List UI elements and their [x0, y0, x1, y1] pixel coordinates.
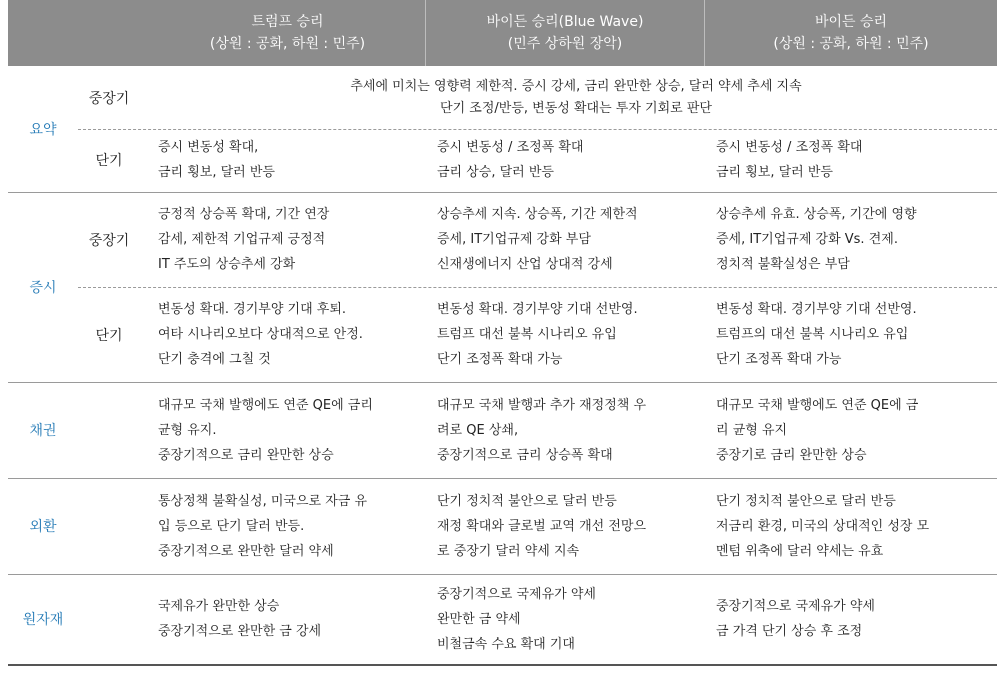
header-trump [150, 0, 425, 66]
text-line: 대규모 국채 발행과 추가 재정정책 우 [437, 397, 647, 413]
text-line: 중장기적으로 국제유가 약세 [716, 599, 875, 614]
text-line: 단기 조정/반등, 변동성 확대는 투자 기회로 판단 [440, 101, 712, 116]
header-blue-wave-sub: (민주 상하원 장악) [507, 36, 623, 52]
text-line: IT 주도의 상승추세 강화 [158, 257, 296, 272]
section-label-stocks: 증시 [29, 280, 57, 296]
commodities-blue-wave [437, 575, 699, 663]
text-line: 상승추세 지속. 상승폭, 기간 제한적 [437, 207, 638, 222]
header-blue-wave-title: 바이든 승리(Blue Wave) [486, 14, 644, 30]
text-line: 려로 QE 상쇄, [437, 422, 519, 438]
commodities-trump [158, 575, 420, 663]
text-line: 단기 정치적 불안으로 달러 반등 [437, 493, 617, 509]
text-line: 중장기로 금리 완만한 상승 [716, 447, 867, 463]
text-line: 단기 정치적 불안으로 달러 반등 [716, 493, 896, 509]
stocks-mid-blue-wave [437, 193, 699, 286]
sub-label-short-term: 단기 [95, 327, 123, 344]
sub-label-mid-term: 중장기 [88, 232, 130, 249]
bonds-blue-wave [437, 383, 699, 477]
text-line: 균형 유지. [158, 422, 217, 438]
text-line: 금리 상승, 달러 반등 [437, 165, 554, 180]
text-line: 증시 변동성 / 조정폭 확대 [716, 140, 863, 155]
text-line: 입 등으로 단기 달러 반등. [158, 518, 305, 534]
text-line: 저금리 환경, 미국의 상대적인 성장 모 [716, 518, 930, 534]
text-line: 변동성 확대. 경기부양 기대 선반영. [716, 302, 917, 317]
fx-blue-wave [437, 479, 699, 573]
text-line: 중장기적으로 국제유가 약세 [437, 586, 596, 602]
text-line: 단기 충격에 그칠 것 [158, 352, 271, 367]
header-biden-title: 바이든 승리 [814, 14, 888, 30]
summary-short-biden [716, 130, 994, 190]
text-line: 증세, IT기업규제 강화 Vs. 견제. [716, 232, 898, 247]
section-label-summary: 요약 [29, 122, 57, 138]
text-line: 금리 횡보, 달러 반등 [158, 165, 275, 180]
text-line: 변동성 확대. 경기부양 기대 선반영. [437, 302, 638, 317]
header-biden [705, 0, 997, 66]
text-line: 정치적 불확실성은 부담 [716, 257, 850, 272]
text-line: 추세에 미치는 영향력 제한적. 증시 강세, 금리 완만한 상승, 달러 약세 추세 지속 [350, 79, 802, 94]
fx-biden [716, 479, 994, 573]
text-line: 리 균형 유지 [716, 422, 788, 438]
sub-label-mid-term: 중장기 [88, 91, 130, 107]
text-line: 중장기적으로 금리 상승폭 확대 [437, 447, 613, 463]
header-trump-title: 트럼프 승리 [251, 14, 324, 30]
summary-short-trump [158, 130, 420, 190]
text-line: 금리 횡보, 달러 반등 [716, 165, 833, 180]
text-line: 변동성 확대. 경기부양 기대 후퇴. [158, 302, 347, 317]
text-line: 증시 변동성 / 조정폭 확대 [437, 140, 584, 155]
text-line: 중장기적으로 완만한 금 강세 [158, 624, 322, 639]
text-line: 증시 변동성 확대, [158, 140, 259, 155]
text-line: 멘텀 위축에 달러 약세는 유효 [716, 543, 884, 559]
text-line: 트럼프 대선 불복 시나리오 유입 [437, 327, 617, 342]
text-line: 증세, IT기업규제 강화 부담 [437, 232, 591, 247]
text-line: 트럼프의 대선 불복 시나리오 유입 [716, 327, 909, 342]
summary-mid-term-text [155, 68, 997, 128]
commodities-biden [716, 575, 994, 663]
text-line: 금 가격 단기 상승 후 조정 [716, 624, 863, 639]
text-line: 중장기적으로 완만한 달러 약세 [158, 543, 334, 559]
bonds-trump [158, 383, 420, 477]
text-line: 재정 확대와 글로벌 교역 개선 전망으 [437, 518, 647, 534]
bonds-biden [716, 383, 994, 477]
text-line: 국제유가 완만한 상승 [158, 599, 280, 614]
section-label-commodities: 원자재 [22, 612, 64, 628]
summary-short-blue-wave [437, 130, 699, 190]
text-line: 감세, 제한적 기업규제 긍정적 [158, 232, 326, 247]
table-bottom-border [8, 664, 997, 666]
text-line: 완만한 금 약세 [437, 611, 521, 627]
text-line: 중장기적으로 금리 완만한 상승 [158, 447, 334, 463]
fx-trump [158, 479, 420, 573]
text-line: 대규모 국채 발행에도 연준 QE에 금리 [158, 397, 373, 413]
header-blue-wave [426, 0, 704, 66]
header-biden-sub: (상원 : 공화, 하원 : 민주) [773, 36, 929, 52]
header-trump-sub: (상원 : 공화, 하원 : 민주) [209, 36, 366, 52]
text-line: 비철금속 수요 확대 기대 [437, 636, 575, 652]
section-label-bonds: 채권 [29, 423, 57, 439]
text-line: 통상정책 불확실성, 미국으로 자금 유 [158, 493, 368, 509]
text-line: 신재생에너지 산업 상대적 강세 [437, 257, 613, 272]
text-line: 상승추세 유효. 상승폭, 기간에 영향 [716, 207, 917, 222]
text-line: 로 중장기 달러 약세 지속 [437, 543, 580, 559]
text-line: 여타 시나리오보다 상대적으로 안정. [158, 327, 363, 342]
text-line: 단기 조정폭 확대 가능 [716, 352, 842, 367]
text-line: 단기 조정폭 확대 가능 [437, 352, 563, 367]
stocks-short-biden [716, 288, 994, 381]
text-line: 긍정적 상승폭 확대, 기간 연장 [158, 207, 330, 222]
stocks-mid-trump [158, 193, 420, 286]
stocks-mid-biden [716, 193, 994, 286]
stocks-short-blue-wave [437, 288, 699, 381]
sub-label-short-term: 단기 [95, 153, 123, 169]
text-line: 대규모 국채 발행에도 연준 QE에 금 [716, 397, 919, 413]
section-label-fx: 외환 [29, 519, 57, 535]
stocks-short-trump [158, 288, 420, 381]
